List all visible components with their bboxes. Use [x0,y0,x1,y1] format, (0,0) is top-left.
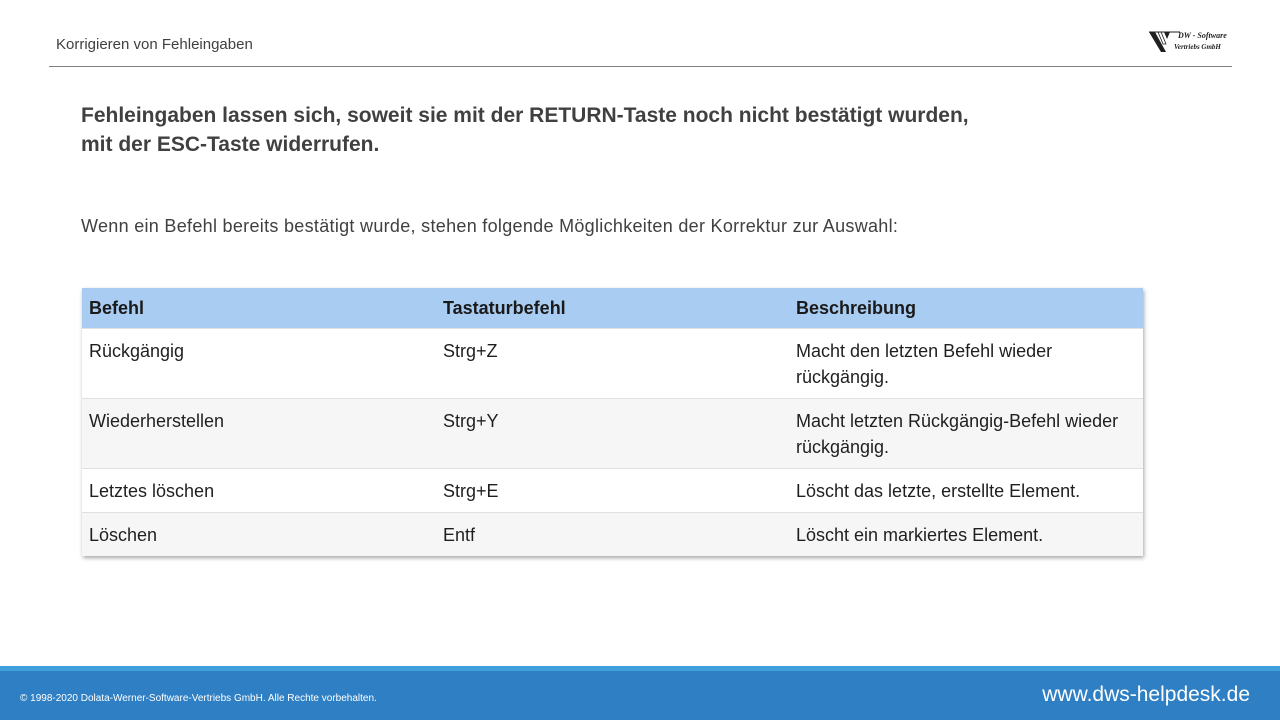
cell-command: Rückgängig [82,329,436,399]
header-divider [49,66,1232,67]
logo-text-line2: Vertriebs GmbH [1174,43,1221,51]
logo-text-line1: DW - Software [1178,31,1227,40]
column-header-command: Befehl [82,288,436,329]
intro-line-2: mit der ESC-Taste widerrufen. [81,133,380,156]
table-row [82,513,1143,557]
footer-bar [0,666,1280,720]
company-logo [1148,30,1234,54]
cell-command: Letztes löschen [82,469,436,513]
table-row [82,329,1143,399]
website-link[interactable]: www.dws-helpdesk.de [1042,683,1250,706]
cell-description: Löscht das letzte, erstellte Element. [789,469,1143,513]
column-header-shortcut: Tastaturbefehl [436,288,789,329]
cell-description: Löscht ein markiertes Element. [789,513,1143,557]
cell-command: Löschen [82,513,436,557]
copyright-text: © 1998-2020 Dolata-Werner-Software-Vertriebs GmbH. Alle Rechte vorbehalten. [20,693,377,704]
footer-accent-stripe [0,666,1280,671]
shortcut-table [82,288,1143,556]
cell-command: Wiederherstellen [82,399,436,469]
cell-shortcut: Entf [436,513,789,557]
cell-shortcut: Strg+Z [436,329,789,399]
table-row [82,399,1143,469]
intro-text [81,101,1081,159]
subtext: Wenn ein Befehl bereits bestätigt wurde, stehen folgende Möglichkeiten der Korrektur zur Auswahl: [81,216,899,236]
intro-line-1: Fehleingaben lassen sich, soweit sie mit der RETURN-Taste noch nicht bestätigt wurden, [81,104,969,127]
table-row [82,469,1143,513]
column-header-description: Beschreibung [789,288,1143,329]
cell-description: Macht letzten Rückgängig-Befehl wieder rückgängig. [789,399,1143,469]
header-title: Korrigieren von Fehleingaben [56,36,253,53]
table-header-row [82,288,1143,329]
cell-description: Macht den letzten Befehl wieder rückgängig. [789,329,1143,399]
cell-shortcut: Strg+E [436,469,789,513]
cell-shortcut: Strg+Y [436,399,789,469]
